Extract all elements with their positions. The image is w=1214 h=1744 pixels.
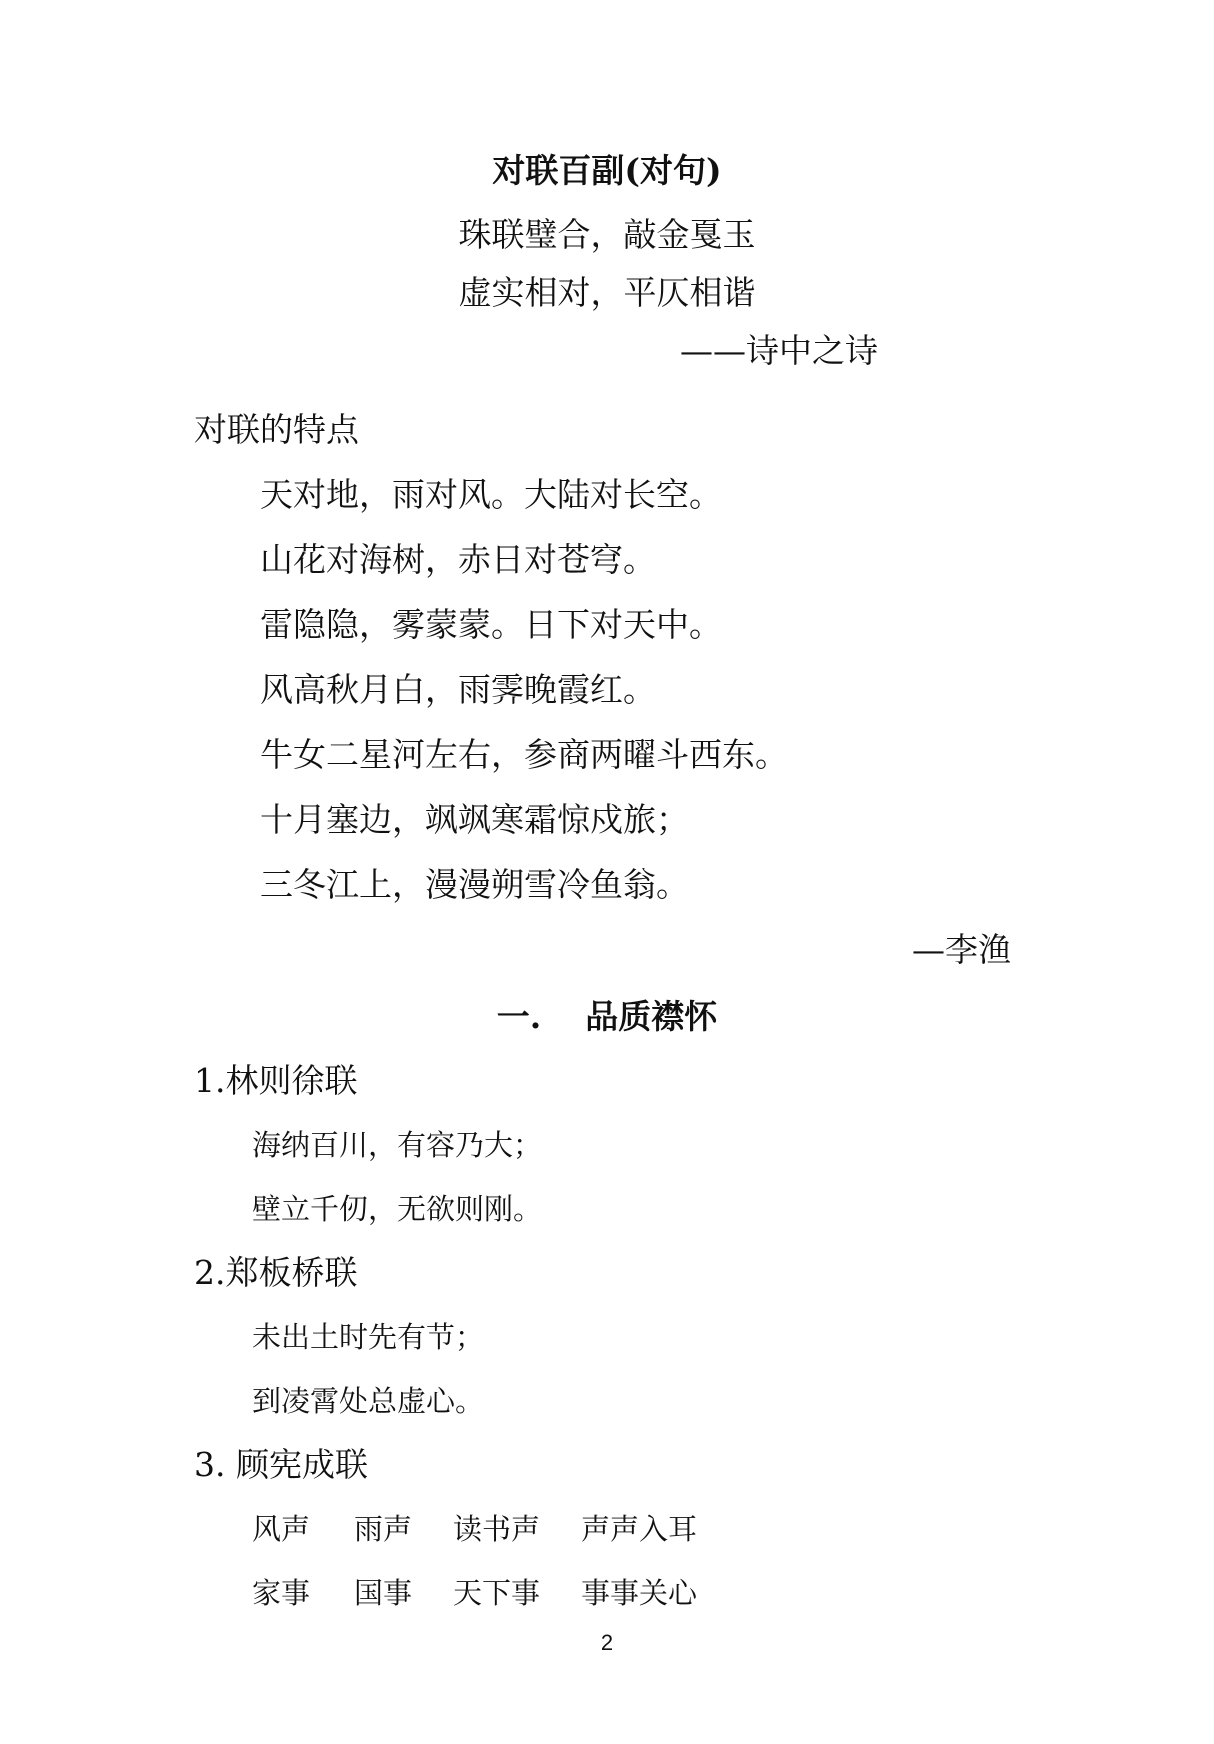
intro-line: 牛女二星河左右，参商两曜斗西东。 [260, 735, 788, 774]
intro-line: 风高秋月白，雨霁晚霞红。 [260, 670, 656, 709]
couplet-label: 1.林则徐联 [194, 1061, 358, 1100]
couplet-cell: 风声 [252, 1512, 311, 1546]
section-title-text: 品质襟怀 [585, 997, 718, 1036]
motto-attribution: ——诗中之诗 [680, 331, 878, 370]
couplet-line: 到凌霄处总虚心。 [252, 1384, 485, 1418]
couplet-line: 壁立千仞，无欲则刚。 [252, 1192, 543, 1226]
couplet-cell: 国事 [354, 1576, 413, 1610]
motto-line-1: 珠联璧合，敲金戛玉 [458, 215, 756, 254]
intro-line: 山花对海树，赤日对苍穹。 [260, 540, 656, 579]
couplet-cell: 家事 [252, 1576, 311, 1610]
couplet-cell: 事事关心 [581, 1576, 698, 1610]
section-number: 一. [496, 997, 542, 1036]
couplet-cell: 天下事 [453, 1576, 541, 1610]
couplet-cell: 声声入耳 [581, 1512, 698, 1546]
intro-line: 天对地，雨对风。大陆对长空。 [260, 475, 722, 514]
couplet-line: 海纳百川，有容乃大； [252, 1128, 543, 1162]
intro-line: 十月塞边，飒飒寒霜惊戍旅； [260, 800, 689, 839]
couplet-label: 3. 顾宪成联 [194, 1445, 368, 1484]
page-number: 2 [600, 1630, 614, 1655]
intro-attribution: —李渔 [912, 930, 1011, 969]
intro-line: 三冬江上，漫漫朔雪冷鱼翁。 [260, 865, 689, 904]
intro-heading: 对联的特点 [194, 410, 359, 449]
section-heading [0, 997, 1214, 1036]
couplet-label: 2.郑板桥联 [194, 1253, 358, 1292]
couplet-cell: 雨声 [354, 1512, 413, 1546]
couplet-cell: 读书声 [453, 1512, 541, 1546]
intro-line: 雷隐隐，雾蒙蒙。日下对天中。 [260, 605, 722, 644]
motto-line-2: 虚实相对，平仄相谐 [458, 273, 756, 312]
page-title: 对联百副(对句) [492, 151, 722, 190]
couplet-line: 未出土时先有节； [252, 1320, 485, 1354]
